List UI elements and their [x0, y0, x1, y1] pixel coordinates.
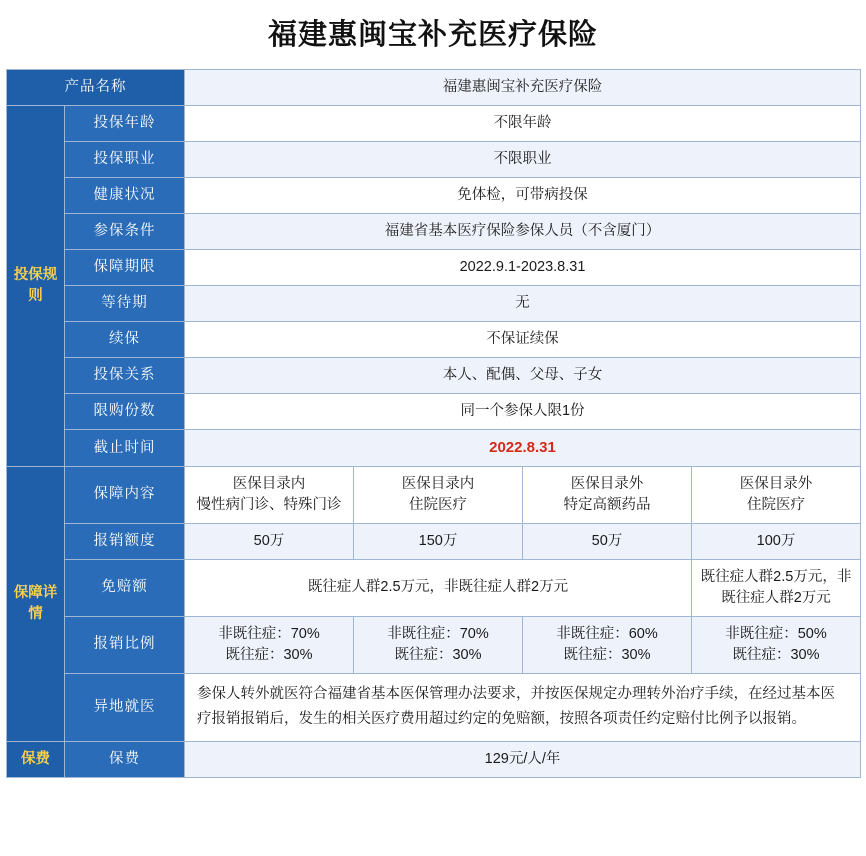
coverage-col-3-line1: 医保目录外	[570, 475, 644, 492]
row-label-health: 健康状况	[65, 178, 185, 214]
table-row	[7, 142, 861, 178]
coverage-col-4	[692, 466, 861, 523]
coverage-col-4-line2: 住院医疗	[747, 496, 805, 513]
table-row	[7, 322, 861, 358]
row-value-health: 免体检，可带病投保	[185, 178, 861, 214]
row-label-ratio: 报销比例	[65, 616, 185, 673]
table-row	[7, 286, 861, 322]
table-row	[7, 523, 861, 559]
row-value-occupation: 不限职业	[185, 142, 861, 178]
table-row	[7, 358, 861, 394]
group-label-rules: 投保规则	[7, 106, 65, 467]
quota-col-1: 50万	[185, 523, 354, 559]
row-label-renewal: 续保	[65, 322, 185, 358]
coverage-col-2-line1: 医保目录内	[401, 475, 475, 492]
row-label-relationship: 投保关系	[65, 358, 185, 394]
group-label-details: 保障详情	[7, 466, 65, 741]
row-value-age: 不限年龄	[185, 106, 861, 142]
row-label-eligibility: 参保条件	[65, 214, 185, 250]
row-value-eligibility: 福建省基本医疗保险参保人员（不含厦门）	[185, 214, 861, 250]
coverage-col-2-line2: 住院医疗	[409, 496, 467, 513]
product-name-value: 福建惠闽宝补充医疗保险	[185, 70, 861, 106]
row-value-limit: 同一个参保人限1份	[185, 394, 861, 430]
table-row	[7, 394, 861, 430]
row-label-age: 投保年龄	[65, 106, 185, 142]
ratio-col-3	[523, 616, 692, 673]
table-row	[7, 106, 861, 142]
insurance-table	[6, 69, 861, 778]
row-label-deductible: 免赔额	[65, 559, 185, 616]
coverage-col-1-line1: 医保目录内	[232, 475, 306, 492]
ratio-col-3-line1: 非既往症：60%	[556, 625, 658, 642]
coverage-col-1-line2: 慢性病门诊、特殊门诊	[196, 496, 342, 513]
ratio-col-2-line2: 既往症：30%	[394, 647, 482, 663]
page-title: 福建惠闽宝补充医疗保险	[267, 17, 598, 51]
ratio-col-2-line1: 非既往症：70%	[387, 625, 489, 642]
ratio-col-1-line2: 既往症：30%	[225, 647, 313, 663]
ratio-col-4-line1: 非既往症：50%	[725, 625, 827, 642]
table-row	[7, 70, 861, 106]
row-value-renewal: 不保证续保	[185, 322, 861, 358]
table-row	[7, 741, 861, 777]
row-label-limit: 限购份数	[65, 394, 185, 430]
row-label-fee: 保费	[65, 741, 185, 777]
row-label-deadline: 截止时间	[65, 430, 185, 467]
row-label-period: 保障期限	[65, 250, 185, 286]
row-label-occupation: 投保职业	[65, 142, 185, 178]
ratio-col-1	[185, 616, 354, 673]
coverage-col-2	[354, 466, 523, 523]
row-label-coverage: 保障内容	[65, 466, 185, 523]
row-label-waiting: 等待期	[65, 286, 185, 322]
quota-col-4: 100万	[692, 523, 861, 559]
table-row	[7, 178, 861, 214]
deductible-last-value: 既往症人群2.5万元，非既往症人群2万元	[692, 559, 861, 616]
table-row	[7, 430, 861, 467]
deductible-merged-value: 既往症人群2.5万元，非既往症人群2万元	[185, 559, 692, 616]
table-row	[7, 616, 861, 673]
group-label-fee: 保费	[7, 741, 65, 777]
row-value-waiting: 无	[185, 286, 861, 322]
quota-col-3: 50万	[523, 523, 692, 559]
ratio-col-1-line1: 非既往症：70%	[218, 625, 320, 642]
table-row	[7, 250, 861, 286]
table-row	[7, 466, 861, 523]
coverage-col-3-line2: 特定高额药品	[563, 496, 651, 513]
row-value-period: 2022.9.1-2023.8.31	[185, 250, 861, 286]
product-name-label: 产品名称	[7, 70, 185, 106]
ratio-col-4	[692, 616, 861, 673]
table-row	[7, 674, 861, 742]
ratio-col-4-line2: 既往症：30%	[732, 647, 820, 663]
row-label-quota: 报销额度	[65, 523, 185, 559]
table-row	[7, 214, 861, 250]
row-value-fee: 129元/人/年	[185, 741, 861, 777]
row-label-offsite: 异地就医	[65, 674, 185, 742]
row-value-offsite: 参保人转外就医符合福建省基本医保管理办法要求，并按医保规定办理转外治疗手续，在经过基本医疗报销报销后，发生的相关医疗费用超过约定的免赔额，按照各项责任约定赔付比例予以报销。	[185, 674, 861, 742]
coverage-col-3	[523, 466, 692, 523]
ratio-col-2	[354, 616, 523, 673]
ratio-col-3-line2: 既往症：30%	[563, 647, 651, 663]
table-row	[7, 559, 861, 616]
coverage-col-4-line1: 医保目录外	[739, 475, 813, 492]
quota-col-2: 150万	[354, 523, 523, 559]
coverage-col-1	[185, 466, 354, 523]
row-value-relationship: 本人、配偶、父母、子女	[185, 358, 861, 394]
row-value-deadline: 2022.8.31	[185, 430, 861, 467]
